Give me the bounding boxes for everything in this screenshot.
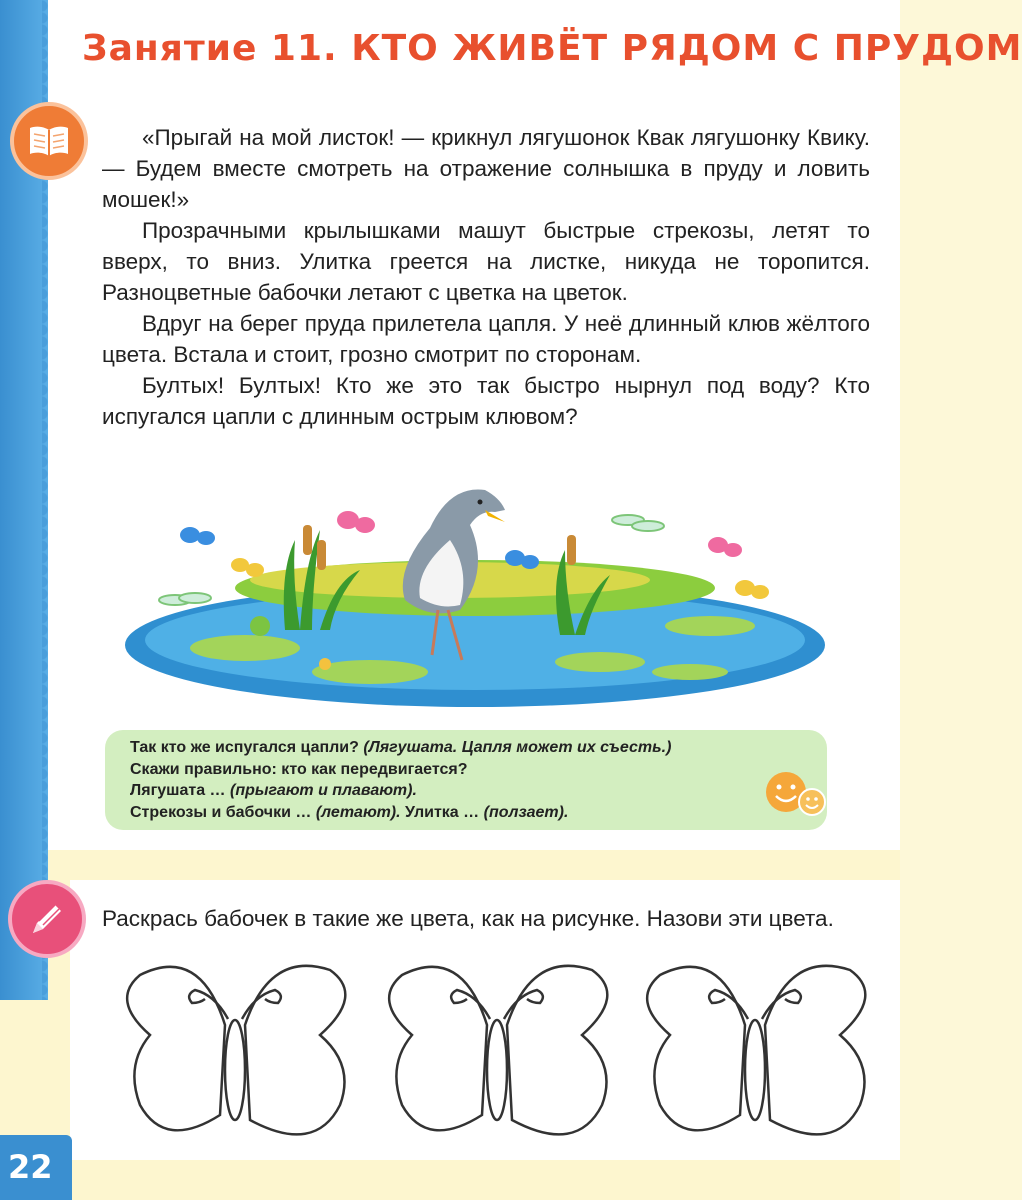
question-lines — [130, 737, 671, 823]
story-paragraph: «Прыгай на мой листок! — крикнул лягушонок Квак лягушонку Квику. — Будем вместе смотреть на отражение солнышка в пруду и ловить мошек!» — [102, 125, 870, 212]
story-paragraph: Бултых! Бултых! Кто же это так быстро нырнул под воду? Кто испугался цапли с длинным острым клювом? — [102, 373, 870, 429]
story-text — [102, 122, 870, 432]
butterfly-outline-icon — [389, 966, 607, 1135]
page-number: 22 — [8, 1148, 53, 1186]
question-text: Скажи правильно: кто как передвигается? — [130, 760, 468, 778]
butterfly-outline-icon — [127, 966, 345, 1135]
butterfly-outlines — [120, 955, 880, 1165]
answer-hint: (летают). — [315, 803, 401, 821]
question-text: Так кто же испугался цапли? — [130, 739, 359, 756]
task-instruction: Раскрась бабочек в такие же цвета, как на рисунке. Назови эти цвета. — [102, 906, 834, 931]
answer-hint: (ползает). — [483, 803, 569, 821]
butterfly-outline-icon — [647, 966, 865, 1135]
question-text: Лягушата … — [130, 782, 226, 799]
book-icon — [10, 102, 88, 180]
answer-hint: (прыгают и плавают). — [230, 782, 417, 799]
pond-illustration — [120, 480, 830, 715]
question-text: Улитка … — [405, 803, 480, 821]
pencil-icon — [8, 880, 86, 958]
page-title: Занятие 11. КТО ЖИВЁТ РЯДОМ С ПРУДОМ — [82, 28, 1022, 69]
story-paragraph: Вдруг на берег пруда прилетела цапля. У неё длинный клюв жёлтого цвета. Встала и стоит, грозно смотрит по сторонам. — [102, 311, 870, 367]
answer-hint: (Лягушата. Цапля может их съесть.) — [363, 739, 672, 756]
story-paragraph: Прозрачными крылышками машут быстрые стрекозы, летят то вверх, то вниз. Улитка греется на листке, никуда не торопится. Разноцветные бабочки летают с цветка на цветок. — [102, 218, 870, 305]
question-text: Стрекозы и бабочки … — [130, 803, 312, 821]
smiley-icon — [762, 770, 832, 820]
